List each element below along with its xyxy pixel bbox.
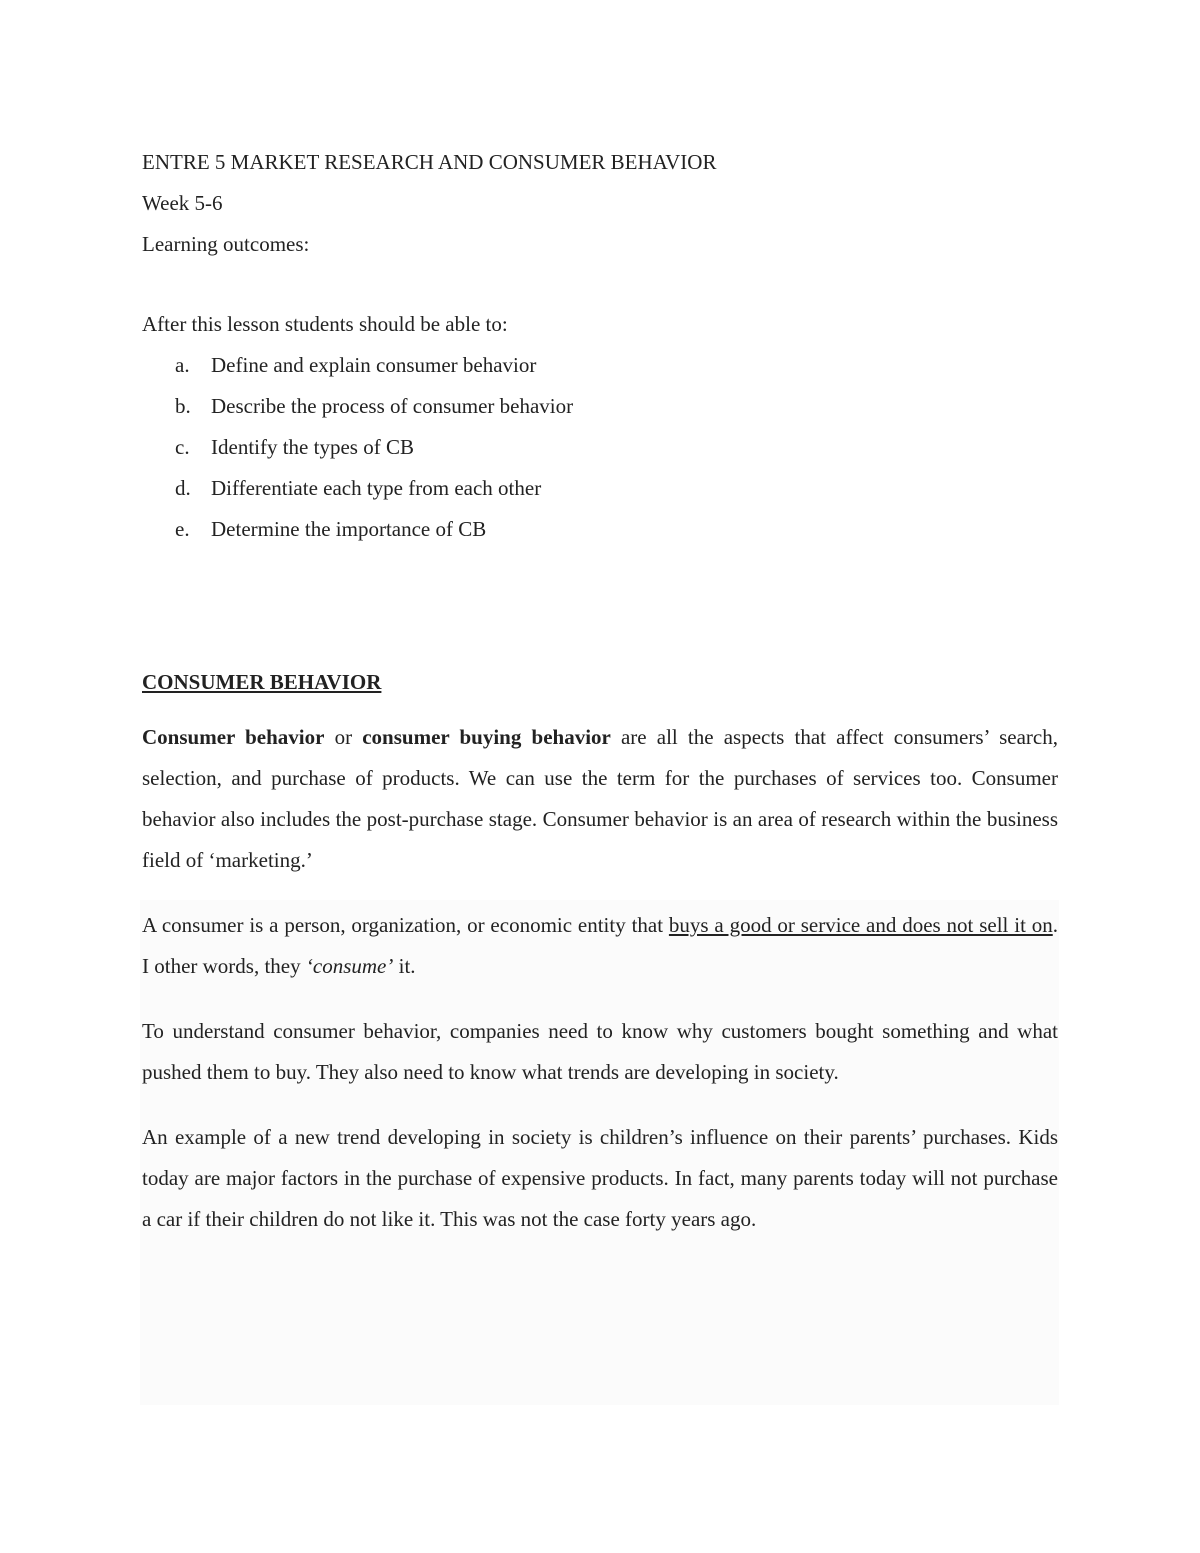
list-marker: b. bbox=[175, 394, 191, 418]
paragraph-example: An example of a new trend developing in society is children’s influence on their parents’ purchases. Kids today are major factors in the purchase of expensive products. In fact, many parents today will not purchase a car if their children do not like it. This was not the case forty years ago. bbox=[142, 1125, 1058, 1231]
italic-term: ‘consume’ bbox=[305, 954, 394, 978]
list-item-text: Differentiate each type from each other bbox=[211, 476, 542, 500]
list-item-text: Identify the types of CB bbox=[211, 435, 414, 459]
list-item bbox=[142, 386, 1042, 427]
outcomes-lead: After this lesson students should be able to: bbox=[142, 312, 508, 336]
paragraph-text: it. bbox=[393, 954, 416, 978]
list-item-text: Describe the process of consumer behavior bbox=[211, 394, 574, 418]
list-item bbox=[142, 345, 1042, 386]
week-label: Week 5-6 bbox=[142, 191, 223, 215]
learning-outcomes-section bbox=[142, 304, 1042, 550]
paragraph-text: are all the aspects that affect consumers’ search, selection, and purchase of products. We can use the term for the purchases of services too. Consumer behavior also includes the post-purchase stage. Consumer behavior is an area of research within the business field of ‘marketing.’ bbox=[142, 725, 1058, 872]
list-item-text: Determine the importance of CB bbox=[211, 517, 487, 541]
course-title: ENTRE 5 MARKET RESEARCH AND CONSUMER BEHAVIOR bbox=[142, 150, 717, 174]
paragraph-definition bbox=[142, 717, 1058, 881]
list-item bbox=[142, 468, 1042, 509]
list-item bbox=[142, 427, 1042, 468]
list-marker: e. bbox=[175, 517, 190, 541]
paragraph-consumer bbox=[142, 905, 1058, 987]
list-marker: d. bbox=[175, 476, 191, 500]
document-header bbox=[142, 142, 1042, 265]
bold-term: Consumer behavior bbox=[142, 725, 325, 749]
conjunction-text: or bbox=[324, 725, 363, 749]
section-heading: CONSUMER BEHAVIOR bbox=[142, 670, 382, 694]
list-item-text: Define and explain consumer behavior bbox=[211, 353, 537, 377]
paragraph-understanding: To understand consumer behavior, companies need to know why customers bought something and what pushed them to buy. They also need to know what trends are developing in society. bbox=[142, 1019, 1058, 1084]
paragraph-text: . I other words, they bbox=[142, 913, 1058, 978]
bold-term: consumer buying behavior bbox=[362, 725, 611, 749]
learning-outcomes-label: Learning outcomes: bbox=[142, 232, 310, 256]
outcomes-list bbox=[142, 345, 1042, 550]
paragraph-text: A consumer is a person, organization, or economic entity that bbox=[142, 913, 669, 937]
list-marker: c. bbox=[175, 435, 190, 459]
list-item bbox=[142, 509, 1042, 550]
underlined-phrase: buys a good or service and does not sell it on bbox=[668, 913, 1053, 937]
list-marker: a. bbox=[175, 353, 190, 377]
